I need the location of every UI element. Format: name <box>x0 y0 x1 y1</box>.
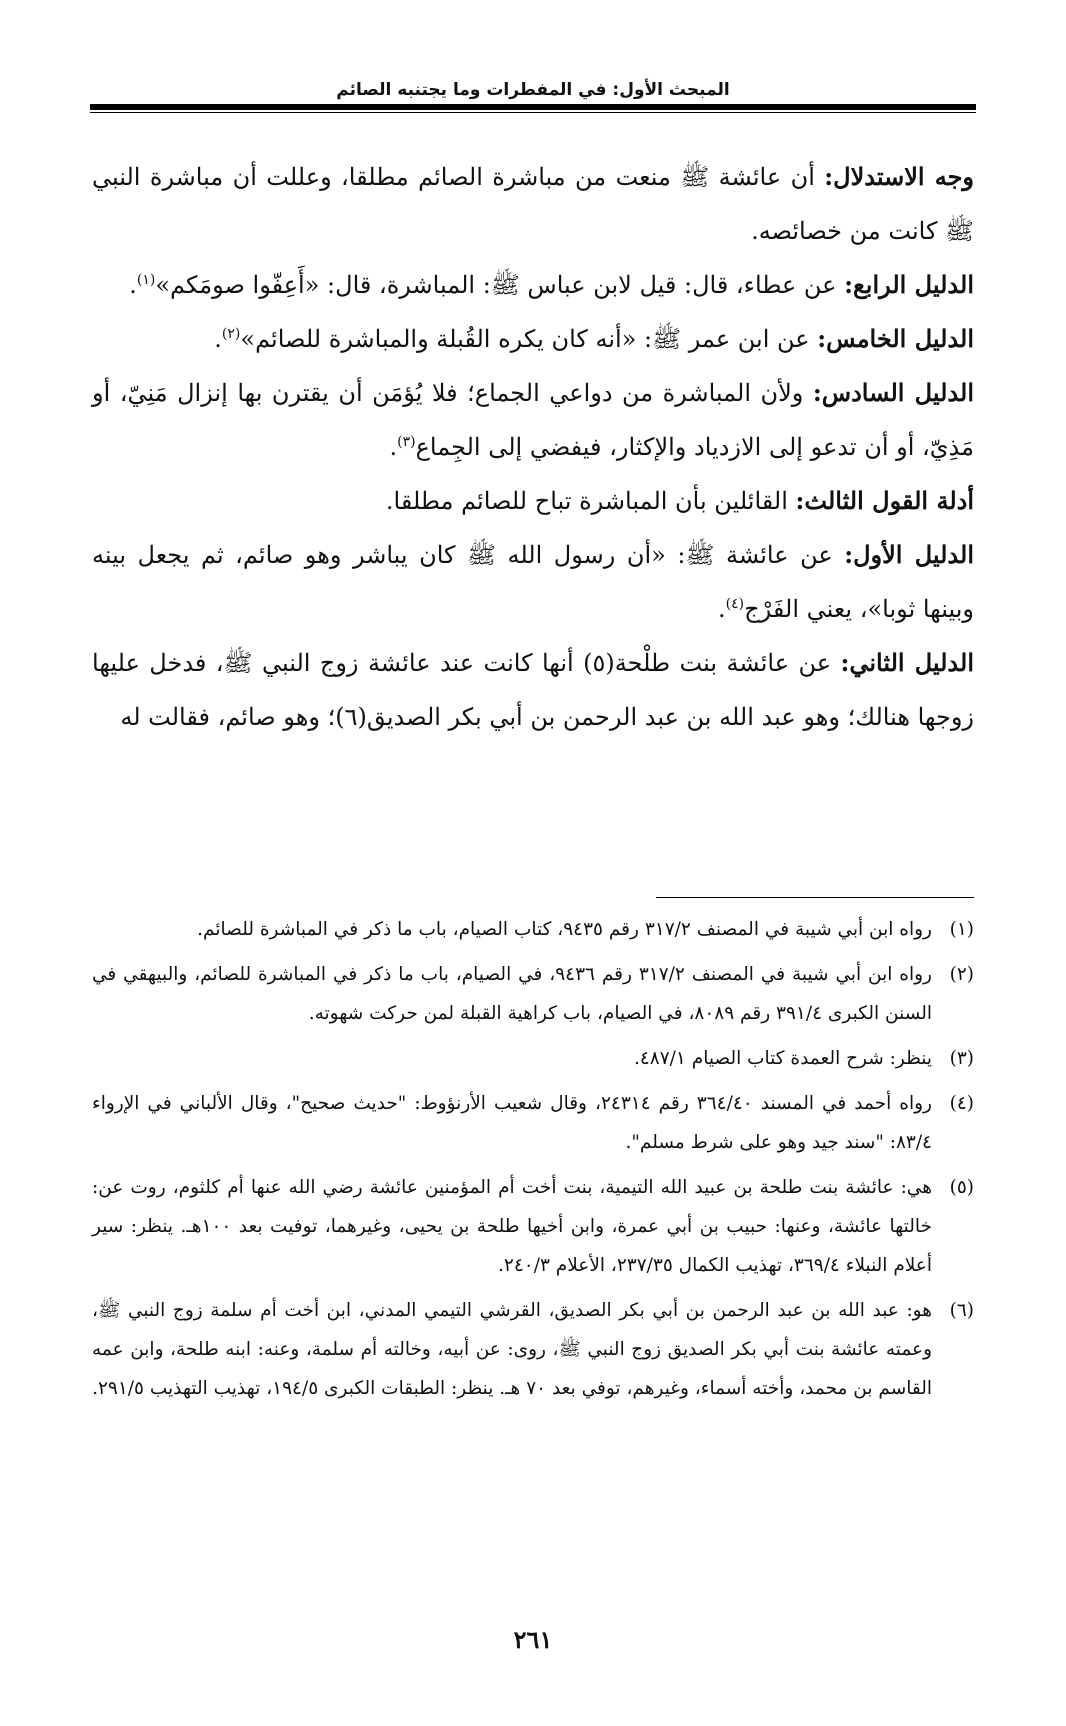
footnote <box>92 1039 974 1078</box>
footnote <box>92 1168 974 1285</box>
running-header: المبحث الأول: في المفطرات وما يجتنبه الصائم <box>336 80 730 100</box>
paragraph <box>92 366 974 474</box>
paragraph <box>92 474 974 528</box>
paragraph-text: عن عائشة بنت طلْحة(٥) أنها كانت عند عائشة زوج النبي ﷺ، فدخل عليها زوجها هنالك؛ وهو عبد الله بن عبد الرحمن بن أبي بكر الصديق(٦)؛ وهو صائم، فقالت له <box>92 649 974 731</box>
footnote-number: (١) <box>949 919 974 940</box>
paragraph-text: عن ابن عمر ﷺ: «أنه كان يكره القُبلة والمباشرة للصائم» <box>240 325 818 353</box>
footnote-number: (٢) <box>949 964 974 985</box>
footnote-text: رواه ابن أبي شيبة في المصنف ٣١٧/٢ رقم ٩٤٣٦، في الصيام، باب ما ذكر في المباشرة للصائم، والبيهقي في السنن الكبرى ٣٩١/٤ رقم ٨٠٨٩، في الصيام، باب كراهية القبلة لمن حركت شهوته. <box>92 964 932 1024</box>
paragraph <box>92 636 974 744</box>
footnote <box>92 1084 974 1162</box>
paragraph <box>92 258 974 312</box>
paragraph-text: عن عائشة ﷺ: «أن رسول الله ﷺ كان يباشر وهو صائم، ثم يجعل بينه وبينها ثوبا»، يعني الفَرْج <box>92 541 974 623</box>
footnote-number: (٣) <box>949 1048 974 1069</box>
paragraph-end: . <box>129 271 137 299</box>
paragraph-end: . <box>718 595 726 623</box>
footnote-ref: (١) <box>136 272 156 288</box>
main-text <box>92 150 974 744</box>
footnote-text: رواه ابن أبي شيبة في المصنف ٣١٧/٢ رقم ٩٤٣٥، كتاب الصيام، باب ما ذكر في المباشرة للصائم. <box>197 919 932 940</box>
paragraph <box>92 150 974 258</box>
paragraph-label: الدليل الرابع: <box>844 270 974 299</box>
paragraph-text: عن عطاء، قال: قيل لابن عباس ﷺ: المباشرة، قال: «أَعِفّوا صومَكم» <box>155 271 845 299</box>
paragraph-text: أن عائشة ﷺ منعت من مباشرة الصائم مطلقا، وعللت أن مباشرة النبي ﷺ كانت من خصائصه. <box>92 163 974 245</box>
footnotes <box>92 910 974 1414</box>
footnote-number: (٦) <box>949 1300 974 1321</box>
footnote-number: (٤) <box>949 1093 974 1114</box>
paragraph-label: أدلة القول الثالث: <box>795 486 974 515</box>
paragraph-end: . <box>389 433 398 461</box>
paragraph-label: الدليل الأول: <box>844 540 975 569</box>
paragraph-label: الدليل الثاني: <box>840 648 975 677</box>
paragraph-label: الدليل الخامس: <box>817 324 974 353</box>
paragraph-label: الدليل السادس: <box>812 378 974 407</box>
footnote-text: هو: عبد الله بن عبد الرحمن بن أبي بكر الصديق، القرشي التيمي المدني، ابن أخت أم سلمة زوج النبي ﷺ، وعمته عائشة بنت أبي بكر الصديق زوج النبي ﷺ، روى: عن أبيه، وخالته أم سلمة، وعنه: ابنه طلحة، وابن عمه القاسم بن محمد، وأخته أسماء، وغيرهم، توفي بعد ٧٠ هـ. ينظر: الطبقات الكبرى ١٩٤/٥، تهذيب التهذيب ٢٩١/٥. <box>92 1300 932 1399</box>
page-number: ٢٦١ <box>513 1625 553 1654</box>
footnote-text: هي: عائشة بنت طلحة بن عبيد الله التيمية، بنت أخت أم المؤمنين عائشة رضي الله عنها أم كلثوم، روت عن: خالتها عائشة، وعنها: حبيب بن أبي عمرة، وابن أخيها طلحة بن يحيى، وغيرهما، توفيت بعد ١٠٠هـ. ينظر: سير أعلام النبلاء ٣٦٩/٤، تهذيب الكمال ٢٣٧/٣٥، الأعلام ٢٤٠/٣. <box>92 1177 932 1276</box>
paragraph <box>92 528 974 636</box>
footnote-text: رواه أحمد في المسند ٣٦٤/٤٠ رقم ٢٤٣١٤، وقال شعيب الأرنؤوط: "حديث صحيح"، وقال الألباني في الإرواء ٨٣/٤: "سند جيد وهو على شرط مسلم". <box>92 1093 932 1153</box>
footnote <box>92 910 974 949</box>
footnote-ref: (٢) <box>221 326 241 342</box>
paragraph-text: ولأن المباشرة من دواعي الجماع؛ فلا يُؤمَن أن يقترن بها إنزال مَنِيّ، أو مَذِيّ، أو أن تدعو إلى الازدياد والإكثار، فيفضي إلى الجِماع <box>92 379 974 461</box>
paragraph-end: . <box>214 325 222 353</box>
paragraph <box>92 312 974 366</box>
footnote <box>92 1291 974 1408</box>
paragraph-label: وجه الاستدلال: <box>824 162 974 191</box>
footnote-text: ينظر: شرح العمدة كتاب الصيام ٤٨٧/١. <box>633 1048 932 1069</box>
footnote-separator <box>656 897 974 898</box>
header-rule <box>90 104 976 113</box>
footnote-ref: (٣) <box>397 434 416 450</box>
footnote <box>92 955 974 1033</box>
footnote-ref: (٤) <box>725 596 745 612</box>
footnote-number: (٥) <box>949 1177 974 1198</box>
paragraph-text: القائلين بأن المباشرة تباح للصائم مطلقا. <box>385 487 796 515</box>
